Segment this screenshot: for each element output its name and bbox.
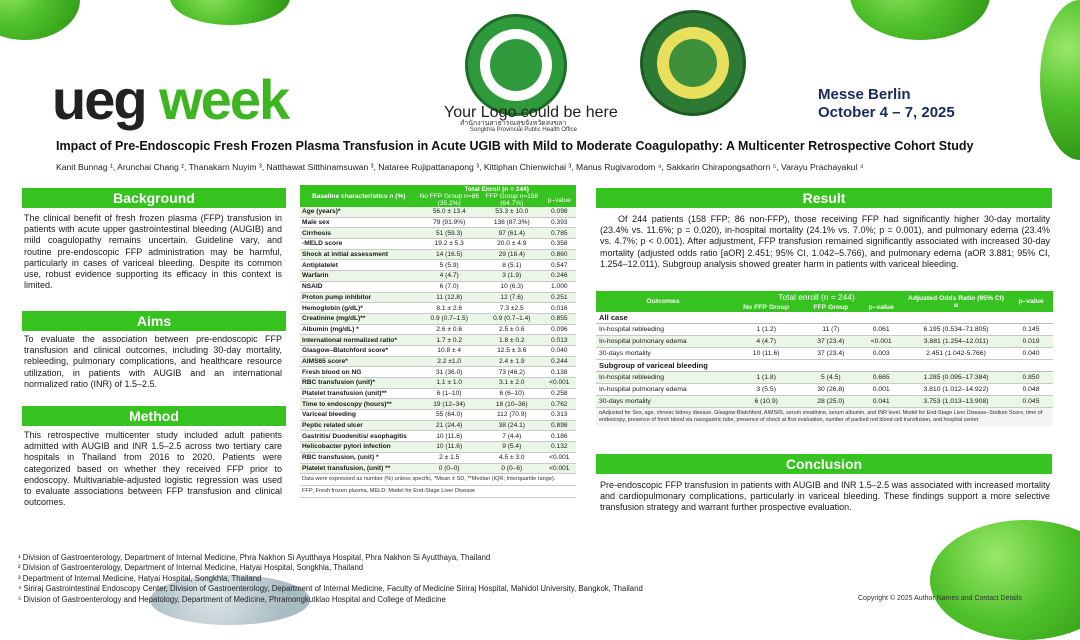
table-row <box>300 399 576 410</box>
result-heading: Result <box>596 188 1052 208</box>
decorative-blob-right-edge <box>1040 0 1080 160</box>
moph-caption-thai: สำนักงานสาธารณสุขจังหวัดสงขลา <box>460 120 567 127</box>
baseline-cell: 0.313 <box>543 410 576 421</box>
table-row <box>300 420 576 431</box>
author-list: Kanit Bunnag ¹, Arunchai Chang ², Thanakarn Nuyim ³, Natthawat Sitthinamsuwan ³, Nataree Rujipattanapong ³, Kittiphan Chienwichai ³, Manus Rugivarodom ⁴, Sakkarin Chirapongsathorn ⁵, Varayu Prachayakul ⁴ <box>56 162 864 172</box>
baseline-row-label: Variceal bleeding <box>300 410 417 421</box>
baseline-row-label: Platelet transfusion (unit)** <box>300 388 417 399</box>
baseline-cell: 6 (6–10) <box>481 388 543 399</box>
outcome-cell: 0.850 <box>1009 372 1053 384</box>
footnote-3: ³ Department of Internal Medicine, Hatyai Hospital, Songkhla, Thailand <box>18 573 262 583</box>
baseline-cell: 0.358 <box>543 239 576 250</box>
outcome-group-all-case: All case <box>596 312 1053 324</box>
baseline-cell: 0.762 <box>543 399 576 410</box>
baseline-cell: 7.3 ±2.5 <box>481 303 543 314</box>
baseline-cell: 79 (91.9%) <box>417 217 481 228</box>
baseline-cell: 0.393 <box>543 217 576 228</box>
baseline-cell: <0.001 <box>543 378 576 389</box>
table-row <box>596 372 1053 384</box>
baseline-cell: 4 (4.7) <box>417 271 481 282</box>
baseline-col-ffp: FFP Group n=158 (64.7%) <box>481 193 543 207</box>
baseline-cell: 29 (18.4) <box>481 249 543 260</box>
venue-location: Messe Berlin <box>818 86 911 103</box>
outcome-col-outcomes: Outcomes <box>596 291 730 312</box>
outcome-table <box>596 291 1053 426</box>
baseline-cell: 0.258 <box>543 388 576 399</box>
baseline-row-label: RBC transfusion (unit)* <box>300 378 417 389</box>
baseline-cell: 0 (0–6) <box>481 463 543 474</box>
baseline-cell: 31 (36.0) <box>417 367 481 378</box>
baseline-row-label: Helicobacter pylori infection <box>300 442 417 453</box>
baseline-cell: 0.186 <box>543 431 576 442</box>
outcome-cell: 5 (4.5) <box>802 372 859 384</box>
outcome-cell: 3 (5.5) <box>730 384 802 396</box>
affiliation-footnotes <box>18 553 643 605</box>
baseline-cell: 51 (59.3) <box>417 228 481 239</box>
baseline-cell: 12 (7.6) <box>481 292 543 303</box>
venue-dates: October 4 – 7, 2025 <box>818 104 955 121</box>
outcome-row-label: In-hospital pulmonary edema <box>596 336 730 348</box>
outcome-col-p: p–value <box>859 303 903 312</box>
baseline-cell: 10 (6.3) <box>481 281 543 292</box>
table-row <box>300 260 576 271</box>
baseline-cell: 55 (64.0) <box>417 410 481 421</box>
logo-placeholder-text: Your Logo could be here <box>444 104 618 121</box>
baseline-cell: 56.0 ± 13.4 <box>417 207 481 217</box>
venue-info <box>818 86 955 122</box>
outcome-col-p2: p–value <box>1009 291 1053 312</box>
table-row <box>300 324 576 335</box>
baseline-row-label: Gastritis/ Duodenitis/ esophagitis <box>300 431 417 442</box>
baseline-cell: 6 (1–10) <box>417 388 481 399</box>
outcome-cell: 6.195 (0.534–71.805) <box>903 324 1009 336</box>
baseline-cell: 9 (5.4) <box>481 442 543 453</box>
baseline-cell: 19 (12–34) <box>417 399 481 410</box>
aims-heading: Aims <box>22 311 286 331</box>
table-row <box>596 336 1053 348</box>
table-row <box>300 207 576 217</box>
baseline-cell: 2.2 ±1.0 <box>417 356 481 367</box>
table-row <box>300 388 576 399</box>
baseline-cell: 8 (5.1) <box>481 260 543 271</box>
baseline-cell: 0.251 <box>543 292 576 303</box>
baseline-total-label: Total Enroll (n = 244) <box>417 185 576 193</box>
footnote-4: ⁴ Siriraj Gastrointestinal Endoscopy Center, Division of Gastroenterology, Department of Internal Medicine, Faculty of Medicine Siriraj Hospital, Mahidol University, Bangkok, Thailand <box>18 584 643 594</box>
baseline-cell: 0.132 <box>543 442 576 453</box>
baseline-row-label: Proton pump inhibitor <box>300 292 417 303</box>
baseline-cell: 1.1 ± 1.0 <box>417 378 481 389</box>
method-text: This retrospective multicenter study included adult patients admitted with AUGIB and INR 1.5–2.5 across two tertiary care hospitals in Thailand from 2016 to 2020. Patients were categorized based on whether they received FFP prior to endoscopy. Multivariable-adjusted logistic regression was used to evaluate associations between FFP transfusion and clinical outcomes. <box>24 430 282 508</box>
outcome-row-label: In-hospital rebleeding <box>596 372 730 384</box>
conclusion-heading: Conclusion <box>596 454 1052 474</box>
outcome-cell: 3.753 (1.013–13.908) <box>903 396 1009 408</box>
outcome-cell: 0.665 <box>859 372 903 384</box>
table-row <box>300 367 576 378</box>
baseline-cell: 14 (16.5) <box>417 249 481 260</box>
outcome-cell: 0.040 <box>1009 348 1053 360</box>
baseline-cell: 2.5 ± 0.6 <box>481 324 543 335</box>
moph-caption-english: Songkhla Provincial Public Health Office <box>470 127 577 133</box>
baseline-cell: 0 (0–0) <box>417 463 481 474</box>
outcome-cell: 3.881 (1.254–12.011) <box>903 336 1009 348</box>
table-row <box>300 345 576 356</box>
baseline-cell: 11 (12.8) <box>417 292 481 303</box>
decorative-blob-top-right <box>850 0 990 40</box>
baseline-cell: 3.1 ± 2.0 <box>481 378 543 389</box>
baseline-note-1: Data were expressed as number (%) unless specific, *Mean ± SD, **Median (IQR; Interquartile range). <box>300 474 576 486</box>
baseline-row-label: -MELD score <box>300 239 417 250</box>
table-row <box>300 463 576 474</box>
baseline-row-label: Shock at initial assessment <box>300 249 417 260</box>
baseline-cell: 0.138 <box>543 367 576 378</box>
baseline-cell: 73 (46.2) <box>481 367 543 378</box>
outcome-col-aor: Adjusted Odds Ratio (95% CI) α <box>903 291 1009 312</box>
footnote-1: ¹ Division of Gastroenterology, Department of Internal Medicine, Phra Nakhon Si Ayutthaya Hospital, Phra Nakhon Si Ayutthaya, Thailand <box>18 553 491 562</box>
footnote-2: ² Division of Gastroenterology, Department of Internal Medicine, Hatyai Hospital, Songkhla, Thailand <box>18 563 364 573</box>
baseline-cell: 0.244 <box>543 356 576 367</box>
baseline-cell: 0.785 <box>543 228 576 239</box>
table-row <box>300 452 576 463</box>
table-row <box>300 249 576 260</box>
outcome-cell: 0.048 <box>1009 384 1053 396</box>
outcome-cell: 3.810 (1.012–14.922) <box>903 384 1009 396</box>
outcome-cell: 10 (11.6) <box>730 348 802 360</box>
baseline-row-label: Time to endoscopy (hours)** <box>300 399 417 410</box>
table-row <box>300 431 576 442</box>
outcome-col-ffp: FFP Group <box>802 303 859 312</box>
outcome-cell: 0.001 <box>859 384 903 396</box>
result-text: Of 244 patients (158 FFP; 86 non-FFP), those receiving FFP had significantly higher 30-day mortality (23.4% vs. 11.6%; p = 0.020), in-hospital mortality (24.1% vs. 7.0%; p = 0.001), and pulmonary edema (23.4% vs. 4.7%; p < 0.001). After adjustment, FFP transfusion remained significantly associated with increased 30-day mortality (adjusted odds ratio [aOR] 2.451; 95% CI, 1.042–5.766), and pulmonary edema (aOR 3.881; 95% CI, 1.254–12.011). Subgroup analysis showed greater harm in patients with variceal bleeding. <box>600 214 1050 269</box>
logo-part-ueg: ueg <box>52 68 146 131</box>
baseline-cell: <0.001 <box>543 452 576 463</box>
baseline-cell: 38 (24.1) <box>481 420 543 431</box>
poster-title: Impact of Pre-Endoscopic Fresh Frozen Plasma Transfusion in Acute UGIB with Mild to Moderate Coagulopathy: A Multicenter Retrospective Cohort Study <box>56 139 974 153</box>
outcome-cell: 2.451 (1.042-5.766) <box>903 348 1009 360</box>
baseline-row-label: Age (years)* <box>300 207 417 217</box>
baseline-row-label: Platelet transfusion, (unit) ** <box>300 463 417 474</box>
baseline-cell: 6 (7.0) <box>417 281 481 292</box>
outcome-cell: 4 (4.7) <box>730 336 802 348</box>
baseline-cell: 97 (61.4) <box>481 228 543 239</box>
baseline-cell: 53.3 ± 10.0 <box>481 207 543 217</box>
baseline-cell: 0.096 <box>543 324 576 335</box>
outcome-table-note: αAdjusted for Sex, age, chronic kidney disease, Glasgow-Blatchford, AIMS65, serum creatinine, serum albumin, and INR level. Model for End-Stage Liver Disease–Sodium Score, time of endoscopy, presence of fresh blood via nasogastric tube, presence of shock at first evaluation, number of packed red blood cell transfusion, and hospital center <box>596 408 1053 426</box>
baseline-cell: 1.7 ± 0.2 <box>417 335 481 346</box>
table-row <box>300 442 576 453</box>
table-row <box>300 378 576 389</box>
baseline-note-2: FFP; Fresh frozen plasma, MELD; Model for End-Stage Liver Disease <box>300 486 576 498</box>
baseline-cell: 2.4 ± 1.9 <box>481 356 543 367</box>
baseline-row-label: Hemoglobin (g/dL)* <box>300 303 417 314</box>
baseline-cell: 0.013 <box>543 335 576 346</box>
outcome-cell: 1 (1.2) <box>730 324 802 336</box>
baseline-row-label: Peptic related ulcer <box>300 420 417 431</box>
baseline-cell: 5 (5.9) <box>417 260 481 271</box>
baseline-row-label: NSAID <box>300 281 417 292</box>
outcome-row-label: 30-days mortality <box>596 396 730 408</box>
table-row <box>596 384 1053 396</box>
baseline-cell: 2.6 ± 0.6 <box>417 324 481 335</box>
baseline-row-label: Glasgow–Blatchford score* <box>300 345 417 356</box>
table-row <box>300 281 576 292</box>
method-heading: Method <box>22 406 286 426</box>
baseline-cell: 0.040 <box>543 345 576 356</box>
baseline-cell: 0.9 (0.7–1.5) <box>417 313 481 324</box>
baseline-col-label: Baseline characteristics n (%) <box>300 185 417 207</box>
baseline-cell: 112 (70.9) <box>481 410 543 421</box>
baseline-row-label: AIMS65 score* <box>300 356 417 367</box>
table-row <box>596 396 1053 408</box>
baseline-cell: 1.000 <box>543 281 576 292</box>
decorative-blob-top-left <box>0 0 80 40</box>
table-row <box>300 228 576 239</box>
baseline-cell: 7 (4.4) <box>481 431 543 442</box>
baseline-cell: <0.001 <box>543 463 576 474</box>
baseline-cell: 0.898 <box>543 420 576 431</box>
baseline-row-label: Male sex <box>300 217 417 228</box>
table-row <box>300 335 576 346</box>
outcome-row-label: In-hospital rebleeding <box>596 324 730 336</box>
baseline-row-label: Warfarin <box>300 271 417 282</box>
baseline-cell: 0.098 <box>543 207 576 217</box>
outcome-cell: 11 (7) <box>802 324 859 336</box>
outcome-cell: 30 (26.8) <box>802 384 859 396</box>
baseline-cell: 0.855 <box>543 313 576 324</box>
baseline-cell: 0.9 (0.7–1.4) <box>481 313 543 324</box>
outcome-cell: 0.019 <box>1009 336 1053 348</box>
logo-part-week: week <box>159 68 289 131</box>
baseline-cell: 10 (11.6) <box>417 431 481 442</box>
baseline-col-noffp: No FFP Group n=86 (35.2%) <box>417 193 481 207</box>
outcome-cell: 0.061 <box>859 324 903 336</box>
baseline-row-label: Creatinine (mg/dL)** <box>300 313 417 324</box>
hatyai-hospital-seal-icon <box>640 10 746 116</box>
baseline-row-label: Albumin (mg/dL) * <box>300 324 417 335</box>
outcome-row-label: 30-days mortality <box>596 348 730 360</box>
table-row <box>300 217 576 228</box>
conclusion-text: Pre-endoscopic FFP transfusion in patients with AUGIB and INR 1.5–2.5 was associated with increased mortality and cardiopulmonary complications, particularly in variceal bleeding. These findings support a more selective transfusion strategy and warrant further prospective evaluation. <box>600 480 1050 513</box>
outcome-cell: 0.045 <box>1009 396 1053 408</box>
baseline-row-label: Antiplatelet <box>300 260 417 271</box>
baseline-row-label: International normalized ratio* <box>300 335 417 346</box>
outcome-col-noffp: No FFP Group <box>730 303 802 312</box>
baseline-cell: 8.1 ± 2.6 <box>417 303 481 314</box>
outcome-cell: 0.041 <box>859 396 903 408</box>
baseline-cell: 0.547 <box>543 260 576 271</box>
baseline-cell: 12.5 ± 3.6 <box>481 345 543 356</box>
baseline-cell: 0.860 <box>543 249 576 260</box>
outcome-cell: 0.003 <box>859 348 903 360</box>
baseline-row-label: Cirrhosis <box>300 228 417 239</box>
outcome-cell: <0.001 <box>859 336 903 348</box>
aims-text: To evaluate the association between pre-endoscopic FFP transfusion and clinical outcomes, including 30-day mortality, rebleeding, pulmonary complications, and healthcare resource utilization, in patients with AUGIB and an international normalized ratio (INR) of 1.5–2.5. <box>24 334 282 389</box>
table-row <box>300 410 576 421</box>
baseline-cell: 138 (87.3%) <box>481 217 543 228</box>
table-row <box>300 303 576 314</box>
outcome-row-label: In-hospital pulmonary edema <box>596 384 730 396</box>
outcome-cell: 1.285 (0.095–17.384) <box>903 372 1009 384</box>
baseline-characteristics-table <box>300 185 576 498</box>
copyright-text: Copyright © 2025 Author Names and Contact Details <box>858 595 1022 602</box>
outcome-cell: 0.145 <box>1009 324 1053 336</box>
outcome-cell: 1 (1.8) <box>730 372 802 384</box>
ueg-week-logo <box>52 68 289 131</box>
baseline-cell: 4.5 ± 3.0 <box>481 452 543 463</box>
table-row <box>300 271 576 282</box>
decorative-blob-bottom-right <box>930 520 1080 640</box>
background-text: The clinical benefit of fresh frozen plasma (FFP) transfusion in patients with acute upper gastrointestinal bleeding (AUGIB) and mild coagulopathy remains uncertain. Guideline vary, and routine pre-endoscopic FFP administration may be harmful, particularly in cases of variceal bleeding. Despite its common use, robust evidence supporting its efficacy in this context is limited. <box>24 213 282 291</box>
baseline-cell: 2 ± 1.5 <box>417 452 481 463</box>
baseline-cell: 0.016 <box>543 303 576 314</box>
outcome-cell: 28 (25.0) <box>802 396 859 408</box>
baseline-cell: 0.246 <box>543 271 576 282</box>
baseline-cell: 10 (11.6) <box>417 442 481 453</box>
table-row <box>300 313 576 324</box>
moph-seal-icon <box>465 14 567 116</box>
table-row <box>300 292 576 303</box>
baseline-cell: 20.0 ± 4.9 <box>481 239 543 250</box>
decorative-blob-top-mid <box>170 0 290 25</box>
baseline-cell: 19.2 ± 5.3 <box>417 239 481 250</box>
baseline-cell: 18 (10–36) <box>481 399 543 410</box>
outcome-cell: 6 (10.9) <box>730 396 802 408</box>
outcome-cell: 37 (23.4) <box>802 336 859 348</box>
baseline-col-p: p–value <box>543 193 576 207</box>
table-row <box>596 324 1053 336</box>
baseline-row-label: RBC transfusion, (unit) * <box>300 452 417 463</box>
baseline-cell: 21 (24.4) <box>417 420 481 431</box>
outcome-total-label: Total enroll (n = 244) <box>730 291 903 303</box>
outcome-cell: 37 (23.4) <box>802 348 859 360</box>
table-row <box>300 356 576 367</box>
baseline-cell: 10.8 ± 4 <box>417 345 481 356</box>
outcome-group-variceal: Subgroup of variceal bleeding <box>596 360 1053 372</box>
footnote-5: ⁵ Division of Gastroenterology and Hepatology, Department of Medicine, Phramongkutklao Hospital and College of Medicine <box>18 594 446 604</box>
baseline-cell: 3 (1.9) <box>481 271 543 282</box>
baseline-cell: 1.8 ± 0.2 <box>481 335 543 346</box>
table-row <box>300 239 576 250</box>
table-row <box>596 348 1053 360</box>
baseline-row-label: Fresh blood on NG <box>300 367 417 378</box>
background-heading: Background <box>22 188 286 208</box>
